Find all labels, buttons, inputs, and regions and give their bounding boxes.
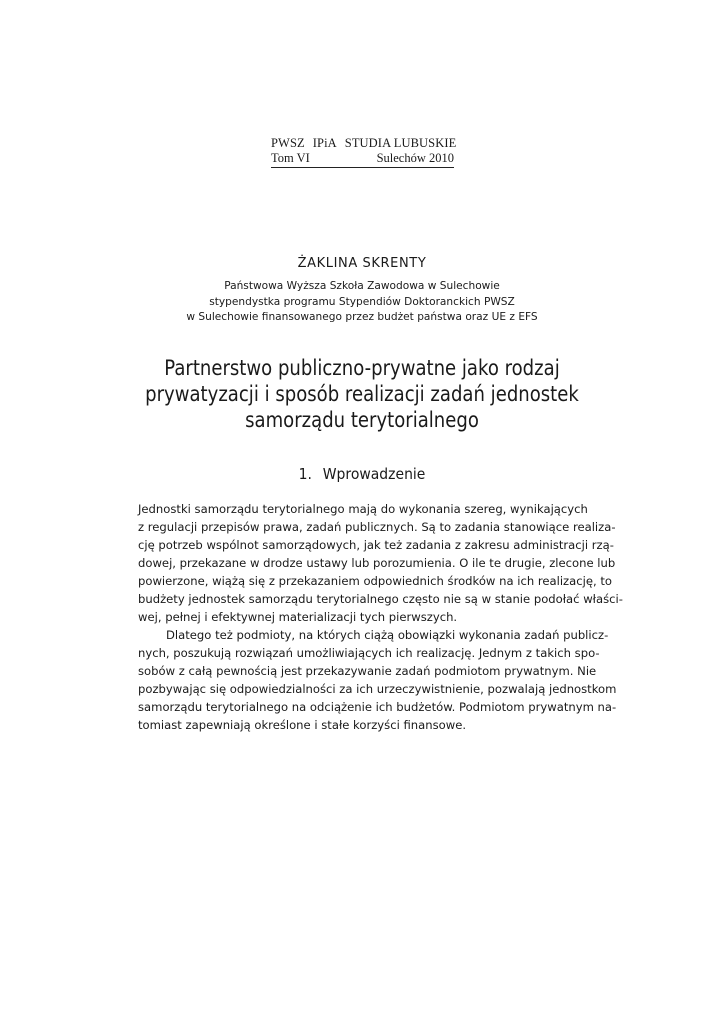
text-line: tomiast zapewniają określone i stałe korzyści finansowe. (138, 718, 467, 732)
section-title: Wprowadzenie (322, 465, 426, 483)
title-line: prywatyzacji i sposób realizacji zadań jednostek (145, 382, 579, 406)
affiliation-line: stypendystka programu Stypendiów Doktoranckich PWSZ (209, 295, 515, 308)
series-label: STUDIA LUBUSKIE (344, 136, 457, 150)
author-name: ŻAKLINA SKRENTY (297, 256, 427, 271)
text-line: nych, poszukują rozwiązań umożliwiających ich realizację. Jednym z takich spo- (138, 646, 600, 660)
text-line: Jednostki samorządu terytorialnego mają do wykonania szereg, wynikających (138, 502, 588, 516)
text-line: samorządu terytorialnego na odciążenie ich budżetów. Podmiotom prywatnym na- (138, 700, 617, 714)
title-line: samorządu terytorialnego (245, 408, 479, 432)
affiliation-line: Państwowa Wyższa Szkoła Zawodowa w Sulechowie (224, 280, 500, 292)
text-line: cję potrzeb wspólnot samorządowych, jak też zadania z zakresu administracji rzą- (138, 538, 614, 552)
text-line: Dlatego też podmioty, na których ciążą obowiązki wykonania zadań publicz- (166, 628, 609, 642)
volume-label: Tom VI (271, 151, 310, 165)
institute-label: IPiA (312, 136, 337, 150)
paragraph-2 (138, 626, 617, 734)
author-affiliation (0, 279, 724, 326)
section-heading (36, 465, 688, 483)
article-title (51, 355, 674, 433)
affiliation-line: w Sulechowie finansowanego przez budżet państwa oraz UE z EFS (186, 311, 538, 323)
publisher-label: PWSZ (271, 136, 305, 150)
text-line: sobów z całą pewnością jest przekazywanie zadań podmiotom prywatnym. Nie (138, 664, 597, 678)
text-line: z regulacji przepisów prawa, zadań publicznych. Są to zadania stanowiące realiza- (138, 520, 616, 534)
text-line: wej, pełnej i efektywnej materializacji tych pierwszych. (138, 610, 458, 624)
article-body (138, 500, 623, 734)
journal-header-bottom-row (271, 151, 454, 168)
text-line: dowej, przekazane w drodze ustawy lub porozumienia. O ile te drugie, zlecone lub (138, 556, 616, 570)
paragraph-1 (138, 500, 623, 626)
section-number: 1. (298, 465, 312, 483)
text-line: pozbywając się odpowiedzialności za ich urzeczywistnienie, pozwalają jednostkom (138, 682, 617, 696)
journal-header (271, 136, 457, 168)
text-line: budżety jednostek samorządu terytorialnego często nie są w stanie podołać właści- (138, 592, 623, 606)
text-line: powierzone, wiążą się z przekazaniem odpowiednich środków na ich realizację, to (138, 574, 612, 588)
journal-header-top-row (271, 136, 457, 151)
place-year-label: Sulechów 2010 (376, 151, 454, 165)
title-line: Partnerstwo publiczno-prywatne jako rodzaj (164, 356, 560, 380)
